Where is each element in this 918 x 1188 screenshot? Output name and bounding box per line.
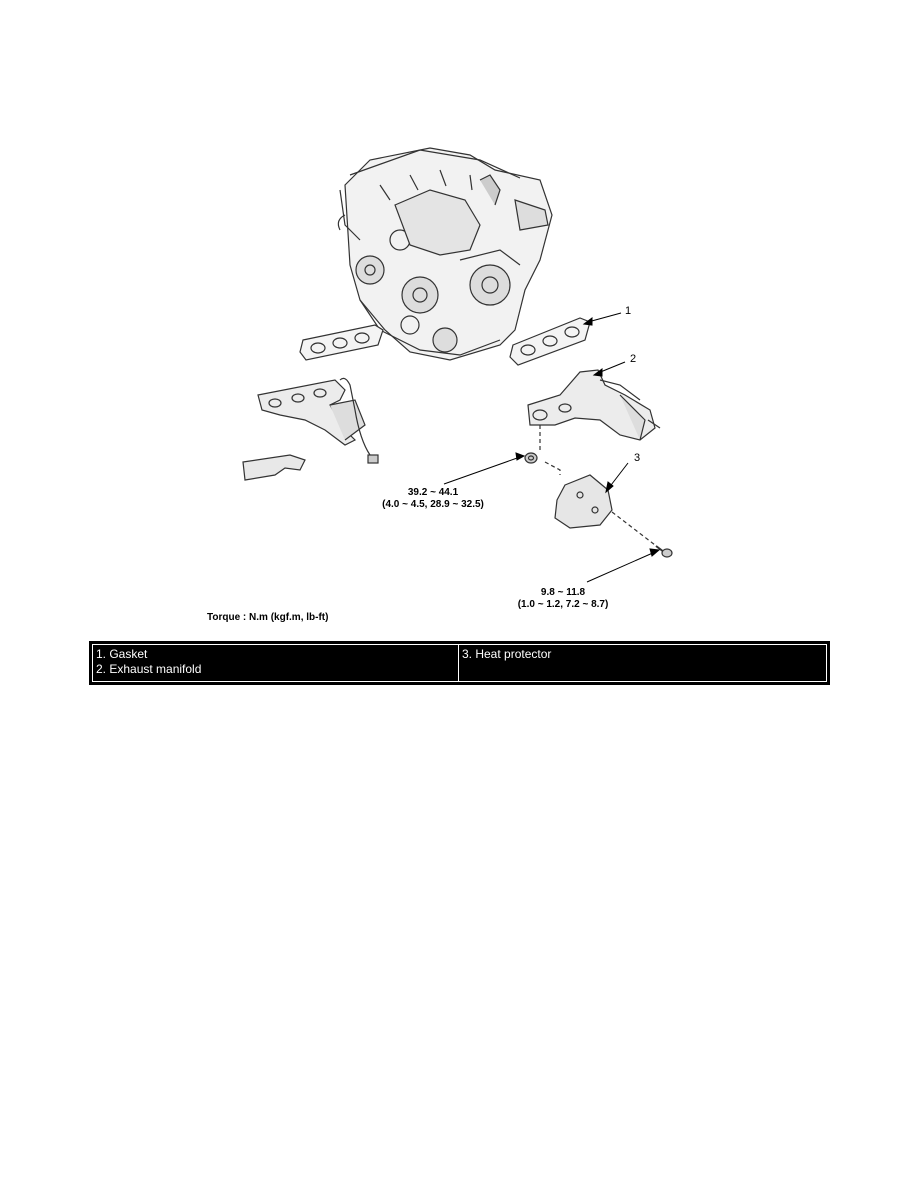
bolt-torque-nm: 9.8 ~ 11.8 bbox=[540, 587, 586, 598]
nut-torque-nm: 39.2 ~ 44.1 bbox=[407, 487, 459, 498]
left-manifold-illustration bbox=[258, 378, 378, 463]
right-heat-protector-illustration bbox=[555, 475, 612, 528]
right-manifold-illustration bbox=[528, 370, 660, 440]
nut-torque-alt: (4.0 ~ 4.5, 28.9 ~ 32.5) bbox=[382, 499, 484, 510]
legend-right-column bbox=[459, 644, 827, 682]
bolt-torque-alt: (1.0 ~ 1.2, 7.2 ~ 8.7) bbox=[517, 599, 609, 610]
legend-item-exhaust-manifold: 2. Exhaust manifold bbox=[96, 662, 202, 676]
heat-protector-bolt-illustration bbox=[656, 546, 672, 557]
callout-2: 2 bbox=[630, 353, 637, 365]
nut-torque-spec bbox=[358, 487, 508, 511]
manifold-nut-illustration bbox=[525, 453, 537, 463]
left-heat-protector-illustration bbox=[243, 455, 305, 480]
callout-1: 1 bbox=[625, 305, 632, 317]
legend-item-heat-protector: 3. Heat protector bbox=[462, 647, 552, 661]
legend-left-column bbox=[92, 644, 459, 682]
torque-units-note: Torque : N.m (kgf.m, lb-ft) bbox=[207, 612, 329, 623]
left-gasket-illustration bbox=[300, 325, 383, 360]
right-gasket-illustration bbox=[510, 318, 590, 365]
legend-item-gasket: 1. Gasket bbox=[96, 647, 148, 661]
bolt-torque-spec bbox=[498, 587, 628, 611]
parts-legend-table bbox=[89, 641, 830, 685]
callout-3: 3 bbox=[634, 452, 641, 464]
